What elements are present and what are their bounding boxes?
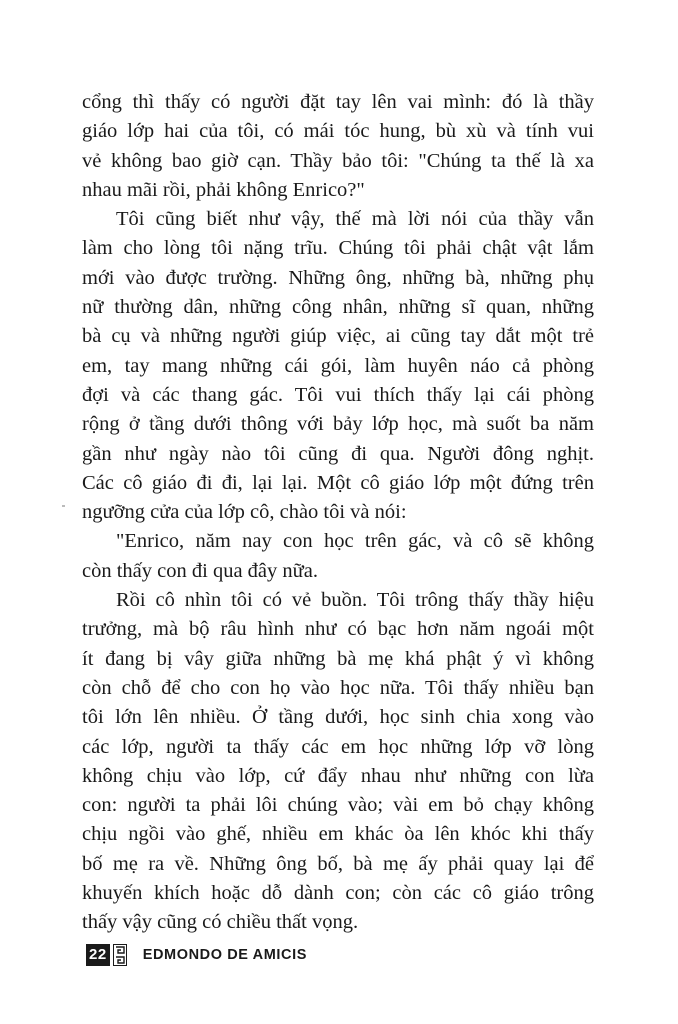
text-line: đợi và các thang gác. Tôi vui thích thấy lại cái phòng [82, 383, 594, 406]
page-footer [86, 944, 307, 966]
text-line: cổng thì thấy có người đặt tay lên vai mình: đó là thầy [82, 91, 594, 113]
text-line: gần như ngày nào tôi cũng đi qua. Người đông nghịt. [82, 442, 594, 465]
text-line: trưởng, mà bộ râu hình như có bạc hơn năm ngoái một [82, 618, 594, 641]
greek-key-ornament-icon [113, 944, 127, 966]
text-line: giáo lớp hai của tôi, có mái tóc hung, bù xù và tính vui [82, 120, 594, 143]
text-line: nhau mãi rồi, phải không Enrico?" [82, 178, 365, 201]
margin-speck [62, 505, 65, 507]
text-line: còn chỗ để cho con họ vào học nữa. Tôi thấy nhiều bạn [82, 676, 594, 699]
text-line: mới vào được trường. Những ông, những bà, những phụ [82, 266, 594, 289]
text-line: ngưỡng cửa của lớp cô, chào tôi và nói: [82, 501, 407, 524]
page-number: 22 [86, 944, 110, 966]
text-line: Rồi cô nhìn tôi có vẻ buồn. Tôi trông thấy thầy hiệu [116, 589, 594, 612]
body-text [82, 88, 594, 938]
text-line: các lớp, người ta thấy các em học những lớp vỡ lòng [82, 735, 594, 758]
text-line: rộng ở tầng dưới thông với bảy lớp học, mà suốt ba năm [82, 413, 594, 436]
text-line: thấy vậy cũng có chiều thất vọng. [82, 911, 359, 934]
text-line: tôi lớn lên nhiều. Ở tầng dưới, học sinh chia xong vào [82, 706, 594, 729]
author-name: EDMONDO DE AMICIS [142, 947, 308, 963]
text-line: chịu ngồi vào ghế, nhiều em khác òa lên khóc khi thấy [82, 823, 594, 846]
text-line: vẻ không bao giờ cạn. Thầy bảo tôi: "Chúng ta thế là xa [82, 149, 594, 172]
text-line: không chịu vào lớp, cứ đẩy nhau như những con lừa [82, 764, 594, 787]
text-line: Tôi cũng biết như vậy, thế mà lời nói của thầy vẫn [116, 208, 594, 231]
text-line: con: người ta phải lôi chúng vào; vài em bỏ chạy không [82, 794, 594, 817]
text-line: làm cho lòng tôi nặng trĩu. Chúng tôi phải chật vật lắm [82, 237, 594, 260]
text-line: Các cô giáo đi đi, lại lại. Một cô giáo lớp một đứng trên [82, 471, 594, 494]
text-line: em, tay mang những cái gói, làm huyên náo cả phòng [82, 354, 594, 377]
text-line: bố mẹ ra về. Những ông bố, bà mẹ ấy phải quay lại để [82, 852, 594, 875]
text-line: nữ thường dân, những công nhân, những sĩ quan, những [82, 296, 594, 319]
text-line: bà cụ và những người giúp việc, ai cũng tay dắt một trẻ [82, 325, 594, 348]
text-line: khuyến khích hoặc dỗ dành con; còn các cô giáo trông [82, 882, 594, 905]
text-line: "Enrico, năm nay con học trên gác, và cô sẽ không [116, 530, 594, 553]
text-line: còn thấy con đi qua đây nữa. [82, 559, 318, 582]
text-line: ít đang bị vây giữa những bà mẹ khá phật ý vì không [82, 647, 594, 670]
